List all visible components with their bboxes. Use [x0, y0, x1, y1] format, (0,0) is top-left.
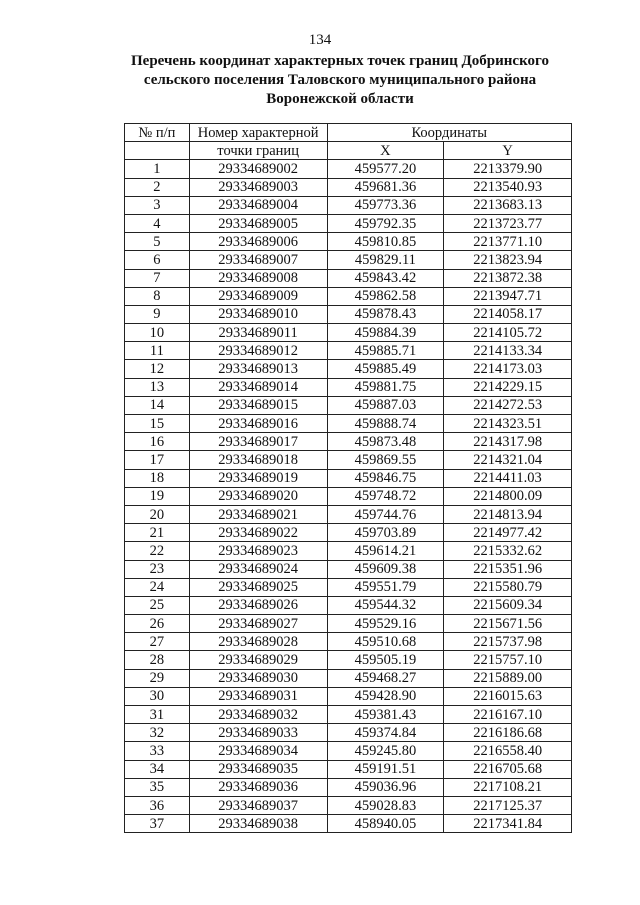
page-number: 134 — [308, 32, 332, 48]
cell-num: 34 — [125, 760, 190, 778]
cell-point-number: 29334689024 — [189, 560, 327, 578]
cell-num: 25 — [125, 596, 190, 614]
cell-y: 2214105.72 — [444, 324, 572, 342]
table-row — [125, 560, 572, 578]
cell-point-number: 29334689016 — [189, 415, 327, 433]
cell-point-number: 29334689022 — [189, 524, 327, 542]
table-row — [125, 324, 572, 342]
cell-x: 459381.43 — [327, 706, 444, 724]
cell-x: 459028.83 — [327, 796, 444, 814]
cell-y: 2217108.21 — [444, 778, 572, 796]
title-line: Перечень координат характерных точек границ Добринского — [131, 53, 549, 69]
table-body — [125, 160, 572, 833]
cell-point-number: 29334689032 — [189, 706, 327, 724]
cell-point-number: 29334689011 — [189, 324, 327, 342]
table-row — [125, 524, 572, 542]
cell-x: 459884.39 — [327, 324, 444, 342]
cell-point-number: 29334689006 — [189, 233, 327, 251]
cell-num: 21 — [125, 524, 190, 542]
table-row — [125, 378, 572, 396]
cell-y: 2215609.34 — [444, 596, 572, 614]
cell-point-number: 29334689034 — [189, 742, 327, 760]
cell-y: 2214058.17 — [444, 305, 572, 323]
cell-x: 459609.38 — [327, 560, 444, 578]
cell-y: 2213540.93 — [444, 178, 572, 196]
cell-point-number: 29334689017 — [189, 433, 327, 451]
table-row — [125, 178, 572, 196]
cell-num: 37 — [125, 815, 190, 833]
cell-num: 5 — [125, 233, 190, 251]
table-row — [125, 196, 572, 214]
cell-y: 2214813.94 — [444, 505, 572, 523]
table-row — [125, 160, 572, 178]
cell-y: 2215757.10 — [444, 651, 572, 669]
cell-point-number: 29334689010 — [189, 305, 327, 323]
cell-x: 459878.43 — [327, 305, 444, 323]
cell-y: 2215351.96 — [444, 560, 572, 578]
cell-y: 2214977.42 — [444, 524, 572, 542]
cell-num: 7 — [125, 269, 190, 287]
cell-x: 459862.58 — [327, 287, 444, 305]
cell-point-number: 29334689003 — [189, 178, 327, 196]
cell-y: 2215671.56 — [444, 615, 572, 633]
cell-x: 459551.79 — [327, 578, 444, 596]
header-row — [125, 124, 572, 142]
cell-x: 459885.71 — [327, 342, 444, 360]
cell-x: 459873.48 — [327, 433, 444, 451]
cell-point-number: 29334689008 — [189, 269, 327, 287]
cell-y: 2214173.03 — [444, 360, 572, 378]
table-row — [125, 269, 572, 287]
cell-point-number: 29334689020 — [189, 487, 327, 505]
header-num: № п/п — [125, 124, 190, 142]
cell-x: 459529.16 — [327, 615, 444, 633]
cell-y: 2214133.34 — [444, 342, 572, 360]
cell-y: 2214323.51 — [444, 415, 572, 433]
table-row — [125, 815, 572, 833]
cell-num: 14 — [125, 396, 190, 414]
cell-num: 12 — [125, 360, 190, 378]
cell-num: 19 — [125, 487, 190, 505]
cell-x: 459510.68 — [327, 633, 444, 651]
cell-x: 459191.51 — [327, 760, 444, 778]
cell-num: 2 — [125, 178, 190, 196]
cell-y: 2213823.94 — [444, 251, 572, 269]
cell-num: 8 — [125, 287, 190, 305]
table-row — [125, 487, 572, 505]
title-line: сельского поселения Таловского муниципального района — [143, 72, 537, 88]
table-row — [125, 451, 572, 469]
cell-x: 459869.55 — [327, 451, 444, 469]
cell-x: 459885.49 — [327, 360, 444, 378]
table-row — [125, 778, 572, 796]
cell-y: 2214321.04 — [444, 451, 572, 469]
cell-num: 35 — [125, 778, 190, 796]
cell-num: 24 — [125, 578, 190, 596]
table-row — [125, 342, 572, 360]
cell-y: 2216705.68 — [444, 760, 572, 778]
cell-y: 2215580.79 — [444, 578, 572, 596]
table-row — [125, 415, 572, 433]
cell-point-number: 29334689004 — [189, 196, 327, 214]
cell-point-number: 29334689019 — [189, 469, 327, 487]
table-row — [125, 724, 572, 742]
cell-point-number: 29334689038 — [189, 815, 327, 833]
cell-y: 2216186.68 — [444, 724, 572, 742]
cell-x: 459829.11 — [327, 251, 444, 269]
cell-x: 459881.75 — [327, 378, 444, 396]
table-row — [125, 214, 572, 232]
title-line: Воронежской области — [266, 91, 414, 107]
cell-x: 459810.85 — [327, 233, 444, 251]
cell-point-number: 29334689007 — [189, 251, 327, 269]
table-row — [125, 396, 572, 414]
header-point-number: Номер характерной — [189, 124, 327, 142]
cell-num: 9 — [125, 305, 190, 323]
cell-x: 459843.42 — [327, 269, 444, 287]
cell-y: 2213379.90 — [444, 160, 572, 178]
cell-x: 459036.96 — [327, 778, 444, 796]
cell-num: 18 — [125, 469, 190, 487]
cell-point-number: 29334689033 — [189, 724, 327, 742]
table-row — [125, 687, 572, 705]
cell-y: 2215889.00 — [444, 669, 572, 687]
cell-y: 2214229.15 — [444, 378, 572, 396]
cell-x: 459614.21 — [327, 542, 444, 560]
cell-num: 28 — [125, 651, 190, 669]
cell-x: 459681.36 — [327, 178, 444, 196]
header-x: X — [327, 142, 444, 160]
table-row — [125, 542, 572, 560]
document-title — [120, 52, 560, 109]
cell-num: 3 — [125, 196, 190, 214]
cell-y: 2213683.13 — [444, 196, 572, 214]
cell-num: 4 — [125, 214, 190, 232]
cell-point-number: 29334689026 — [189, 596, 327, 614]
cell-x: 459748.72 — [327, 487, 444, 505]
cell-num: 31 — [125, 706, 190, 724]
cell-x: 459505.19 — [327, 651, 444, 669]
cell-num: 30 — [125, 687, 190, 705]
table-row — [125, 287, 572, 305]
table-row — [125, 469, 572, 487]
cell-point-number: 29334689009 — [189, 287, 327, 305]
table-row — [125, 596, 572, 614]
cell-point-number: 29334689021 — [189, 505, 327, 523]
coordinates-table — [124, 123, 572, 833]
cell-y: 2213947.71 — [444, 287, 572, 305]
cell-y: 2214272.53 — [444, 396, 572, 414]
table-row — [125, 796, 572, 814]
cell-point-number: 29334689027 — [189, 615, 327, 633]
cell-x: 459468.27 — [327, 669, 444, 687]
cell-num: 27 — [125, 633, 190, 651]
cell-y: 2215737.98 — [444, 633, 572, 651]
cell-point-number: 29334689037 — [189, 796, 327, 814]
cell-num: 23 — [125, 560, 190, 578]
cell-y: 2216167.10 — [444, 706, 572, 724]
table-row — [125, 305, 572, 323]
cell-y: 2215332.62 — [444, 542, 572, 560]
cell-point-number: 29334689023 — [189, 542, 327, 560]
table-row — [125, 760, 572, 778]
cell-y: 2216015.63 — [444, 687, 572, 705]
cell-y: 2216558.40 — [444, 742, 572, 760]
cell-x: 459773.36 — [327, 196, 444, 214]
cell-num: 26 — [125, 615, 190, 633]
cell-x: 459544.32 — [327, 596, 444, 614]
cell-num: 36 — [125, 796, 190, 814]
cell-num: 29 — [125, 669, 190, 687]
table-row — [125, 505, 572, 523]
cell-y: 2213872.38 — [444, 269, 572, 287]
cell-x: 459792.35 — [327, 214, 444, 232]
cell-num: 13 — [125, 378, 190, 396]
cell-point-number: 29334689035 — [189, 760, 327, 778]
cell-y: 2213723.77 — [444, 214, 572, 232]
table-row — [125, 742, 572, 760]
table-row — [125, 233, 572, 251]
cell-x: 458940.05 — [327, 815, 444, 833]
cell-x: 459887.03 — [327, 396, 444, 414]
cell-num: 16 — [125, 433, 190, 451]
cell-num: 32 — [125, 724, 190, 742]
table-row — [125, 360, 572, 378]
cell-point-number: 29334689030 — [189, 669, 327, 687]
cell-y: 2217125.37 — [444, 796, 572, 814]
cell-num: 11 — [125, 342, 190, 360]
cell-num: 22 — [125, 542, 190, 560]
cell-y: 2217341.84 — [444, 815, 572, 833]
header-row — [125, 142, 572, 160]
cell-x: 459577.20 — [327, 160, 444, 178]
table-row — [125, 669, 572, 687]
cell-x: 459888.74 — [327, 415, 444, 433]
cell-point-number: 29334689028 — [189, 633, 327, 651]
cell-num: 1 — [125, 160, 190, 178]
cell-x: 459428.90 — [327, 687, 444, 705]
cell-x: 459374.84 — [327, 724, 444, 742]
cell-num: 33 — [125, 742, 190, 760]
cell-num: 17 — [125, 451, 190, 469]
header-coordinates: Координаты — [327, 124, 572, 142]
cell-num: 6 — [125, 251, 190, 269]
cell-x: 459245.80 — [327, 742, 444, 760]
header-y: Y — [444, 142, 572, 160]
table-row — [125, 615, 572, 633]
cell-point-number: 29334689013 — [189, 360, 327, 378]
header-num-empty — [125, 142, 190, 160]
cell-x: 459846.75 — [327, 469, 444, 487]
table-row — [125, 706, 572, 724]
cell-y: 2213771.10 — [444, 233, 572, 251]
table-row — [125, 651, 572, 669]
cell-point-number: 29334689031 — [189, 687, 327, 705]
cell-point-number: 29334689005 — [189, 214, 327, 232]
cell-point-number: 29334689012 — [189, 342, 327, 360]
cell-point-number: 29334689002 — [189, 160, 327, 178]
cell-num: 20 — [125, 505, 190, 523]
header-point-number-line2: точки границ — [189, 142, 327, 160]
cell-y: 2214800.09 — [444, 487, 572, 505]
cell-num: 15 — [125, 415, 190, 433]
cell-y: 2214317.98 — [444, 433, 572, 451]
table-row — [125, 578, 572, 596]
cell-point-number: 29334689036 — [189, 778, 327, 796]
cell-point-number: 29334689025 — [189, 578, 327, 596]
table-row — [125, 633, 572, 651]
table-row — [125, 433, 572, 451]
cell-x: 459703.89 — [327, 524, 444, 542]
cell-point-number: 29334689018 — [189, 451, 327, 469]
cell-x: 459744.76 — [327, 505, 444, 523]
cell-num: 10 — [125, 324, 190, 342]
cell-point-number: 29334689014 — [189, 378, 327, 396]
cell-point-number: 29334689015 — [189, 396, 327, 414]
cell-point-number: 29334689029 — [189, 651, 327, 669]
table-row — [125, 251, 572, 269]
cell-y: 2214411.03 — [444, 469, 572, 487]
